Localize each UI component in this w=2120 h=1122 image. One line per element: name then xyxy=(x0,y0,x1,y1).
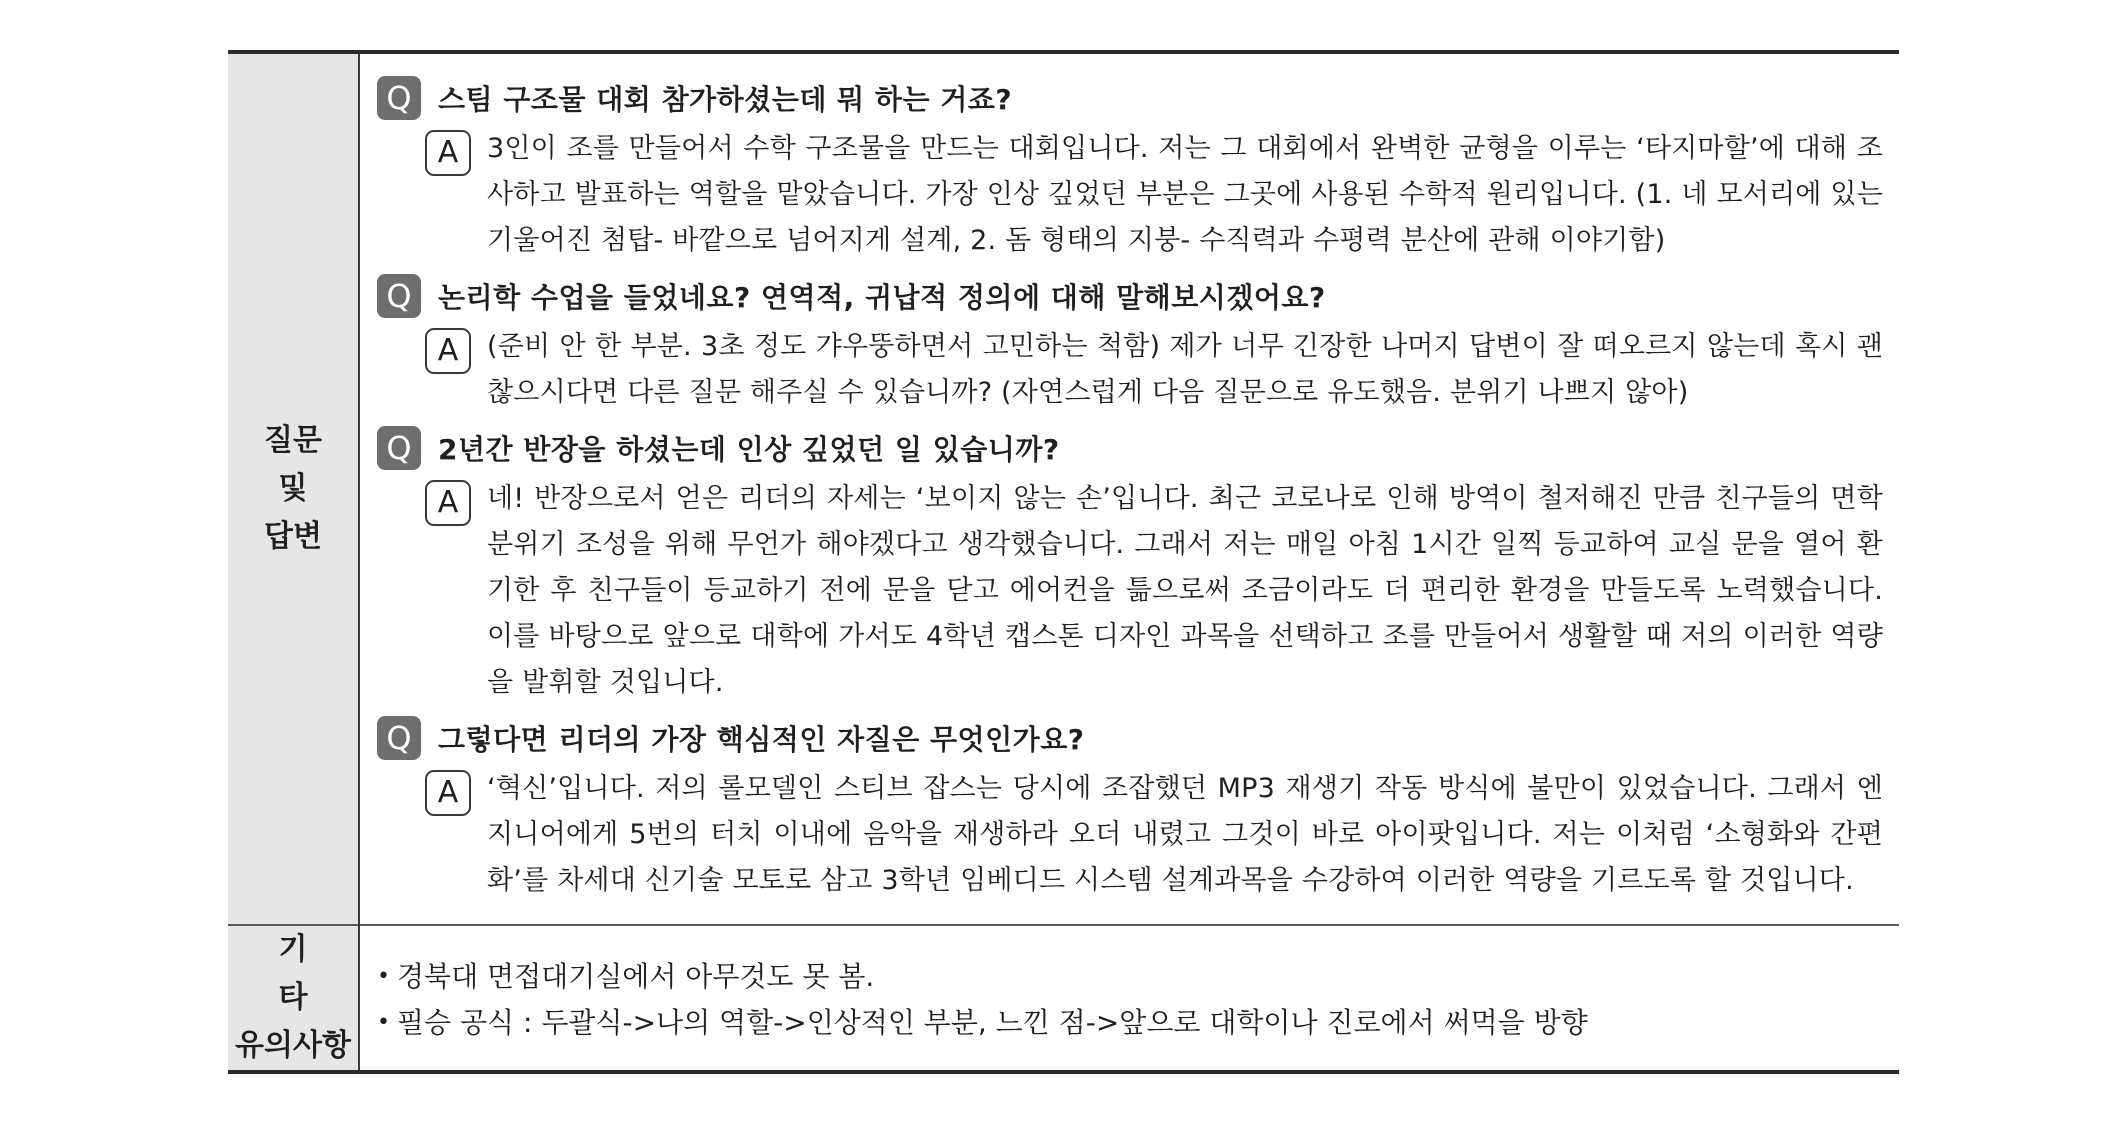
answer-text: 네! 반장으로서 얻은 리더의 자세는 ‘보이지 않는 손’입니다. 최근 코로나로 인해 방역이 철저해진 만큼 친구들의 면학 분위기 조성을 위해 무언가 해야겠다고 생각했습니다. 그래서 저는 매일 아침 1시간 일찍 등교하여 교실 문을 열어 환기한 후 친구들이 등교하기 전에 문을 닫고 에어컨을 틂으로써 조금이라도 더 편리한 환경을 만들도록 노력했습니다. 이를 바탕으로 앞으로 대학에 가서도 4학년 캡스톤 디자인 과목을 선택하고 조를 만들어서 생활할 때 저의 이러한 역량을 발휘할 것입니다. xyxy=(487,483,1883,698)
answer-badge-icon: A xyxy=(425,130,471,176)
notes-label-line-1: 기 타 xyxy=(278,932,334,1015)
qa-item-2 xyxy=(377,270,1883,416)
answer-block xyxy=(425,480,1883,706)
note-item-2 xyxy=(377,1000,1883,1046)
note-item-1 xyxy=(377,954,1883,1000)
answer-block xyxy=(425,770,1883,904)
notes-row xyxy=(228,925,1899,1072)
answer-block xyxy=(425,328,1883,416)
qa-label-cell xyxy=(228,52,359,925)
question-row xyxy=(377,72,1883,124)
answer-text: ‘혁신’입니다. 저의 롤모델인 스티브 잡스는 당시에 조잡했던 MP3 재생기 작동 방식에 불만이 있었습니다. 그래서 엔지니어에게 5번의 터치 이내에 음악을 재생하라 오더 내렸고 그것이 바로 아이팟입니다. 저는 이처럼 ‘소형화와 간편화’를 차세대 신기술 모토로 삼고 3학년 임베디드 시스템 설계과목을 수강하여 이러한 역량을 기르도록 할 것입니다. xyxy=(487,773,1883,896)
qa-label-line-3: 답변 xyxy=(264,519,322,554)
question-text: 논리학 수업을 들었네요? 연역적, 귀납적 정의에 대해 말해보시겠어요? xyxy=(438,281,1326,314)
question-text: 그렇다면 리더의 가장 핵심적인 자질은 무엇인가요? xyxy=(438,723,1085,756)
qa-label-line-2: 및 xyxy=(278,471,308,506)
note-text: 경북대 면접대기실에서 아무것도 못 봄. xyxy=(397,960,875,993)
qa-item-1 xyxy=(377,72,1883,264)
qa-item-3 xyxy=(377,422,1883,706)
question-row xyxy=(377,270,1883,322)
qa-label-line-1: 질문 xyxy=(264,423,322,458)
notes-content-cell xyxy=(359,925,1899,1072)
answer-badge-icon: A xyxy=(425,328,471,374)
question-row xyxy=(377,422,1883,474)
question-badge-icon: Q xyxy=(377,274,421,318)
notes-label-cell xyxy=(228,925,359,1072)
question-text: 2년간 반장을 하셨는데 인상 깊었던 일 있습니까? xyxy=(438,433,1060,466)
bullet-icon: • xyxy=(377,1010,390,1035)
interview-record-table xyxy=(228,50,1899,1074)
question-text: 스팀 구조물 대회 참가하셨는데 뭐 하는 거죠? xyxy=(438,83,1013,116)
question-badge-icon: Q xyxy=(377,716,421,760)
question-row xyxy=(377,712,1883,764)
bullet-icon: • xyxy=(377,964,390,989)
qa-item-4 xyxy=(377,712,1883,904)
question-badge-icon: Q xyxy=(377,76,421,120)
answer-text: 3인이 조를 만들어서 수학 구조물을 만드는 대회입니다. 저는 그 대회에서 완벽한 균형을 이루는 ‘타지마할’에 대해 조사하고 발표하는 역할을 맡았습니다. 가장 인상 깊었던 부분은 그곳에 사용된 수학적 원리입니다. (1. 네 모서리에 있는 기울어진 첨탑- 바깥으로 넘어지게 설계, 2. 돔 형태의 지붕- 수직력과 수평력 분산에 관해 이야기함) xyxy=(487,133,1883,256)
answer-text: (준비 안 한 부분. 3초 정도 갸우뚱하면서 고민하는 척함) 제가 너무 긴장한 나머지 답변이 잘 떠오르지 않는데 혹시 괜찮으시다면 다른 질문 해주실 수 있습니까? (자연스럽게 다음 질문으로 유도했음. 분위기 나쁘지 않아) xyxy=(487,331,1883,408)
note-text: 필승 공식 : 두괄식->나의 역할->인상적인 부분, 느낀 점->앞으로 대학이나 진로에서 써먹을 방향 xyxy=(397,1006,1588,1039)
answer-block xyxy=(425,130,1883,264)
answer-badge-icon: A xyxy=(425,770,471,816)
qa-row xyxy=(228,52,1899,925)
notes-label-line-2: 유의사항 xyxy=(235,1028,351,1063)
qa-content-cell xyxy=(359,52,1899,925)
question-badge-icon: Q xyxy=(377,426,421,470)
answer-badge-icon: A xyxy=(425,480,471,526)
